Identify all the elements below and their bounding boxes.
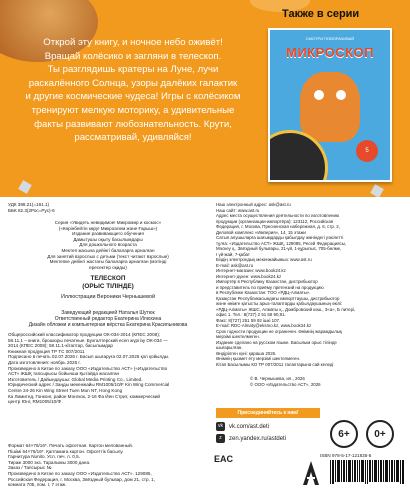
contact-line: Интернет-дүкен: www.book24.kz: [216, 273, 282, 279]
print-line: Тираж 3000 экз. Таралымы 3000 дана.: [8, 459, 91, 465]
contact-line: және өнімге қатысты арыз-талаптарды қабылдаушының өкілі:: [216, 301, 343, 306]
contact-line: Біздің электрондық мекенжайымыз: www.ast.ru: [216, 257, 312, 262]
legal-line: Изготовитель / Дайындаушы: Global Media Printing Co., Limited.: [8, 376, 143, 382]
series-info-line: Мектепке дейінгі жастағы балаларға арналған (мәтінді: [49, 259, 167, 265]
classification-block: [8, 202, 208, 213]
contact-line: E-mail: RDC-Almaty@eksmo.kz, www.book24.kz: [216, 323, 312, 328]
copyright-line: © ООО «Издательство АСТ», 2026: [250, 381, 321, 387]
contacts-block: [216, 202, 404, 367]
intro-line: рассматривай, удивляйся!: [74, 132, 192, 144]
contact-line: Наш сайт: www.ast.ru: [216, 207, 260, 213]
legal-line: Книжная продукция ТР ТС 007/2011: [8, 348, 85, 354]
series-info-block: [8, 220, 208, 270]
contact-line: E-mail: ask@ast.ru: [216, 262, 254, 268]
print-line: Пішімі 64×76/16*. Қаптамаға картон. Офсеттік басылу.: [8, 448, 124, 454]
copyright-block: [250, 376, 400, 387]
intro-line: раскалённого Солнца, узоры далёких галактик: [28, 77, 238, 89]
legal-line: Дата изготовления: ноябрь 2026 г.: [8, 359, 81, 365]
series-info-line: Мектеп жасына дейінгі балаларға арналған: [61, 247, 155, 253]
book-title: ТЕЛЕСКОП: [90, 275, 126, 282]
series-book-cover: [268, 28, 392, 182]
contact-line: шығарылған.: [216, 345, 243, 350]
eac-mark: EAC: [214, 454, 234, 464]
series-info-line: («Көрінбейтін көру! Микроәлем және Ғарыш»): [58, 225, 158, 231]
legal-block: [8, 332, 208, 405]
series-title: Также в серии: [282, 8, 360, 20]
legal-line: Произведено в Китае по заказу ООО «Издательство АСТ» («Издательство: [8, 365, 168, 371]
series-info-line: ересектер оқиды): [89, 264, 127, 270]
contact-line: Импортёр в Республику Казахстан, дистрибьютор: [216, 279, 318, 284]
legal-line: 58.11.1 – книги, брошюры печатные. Бухгалтерский есеп жүргізу ОК-034 —: [8, 337, 168, 343]
intro-line: Ты разглядишь кратеры на Луне, лучи: [47, 64, 219, 76]
staff-block: [8, 310, 208, 329]
contact-line: офис 1. Тел.: 8(727) 2 51 59 90,91.: [216, 312, 286, 317]
contact-line: I үй-жай, 7-қабат: [216, 251, 250, 257]
intro-text: [8, 36, 258, 186]
series-info-line: Для дошкольного возраста: [79, 242, 137, 248]
print-line: Заказ / Тапсырыс №: [8, 465, 52, 471]
contact-line: Кітап Басылымы КО ТР 007/2011 талаптарына сай келеді: [216, 361, 334, 367]
fox-illustration: [300, 72, 360, 142]
contact-line: в Республике Казахстан: ТОО «РДЦ-Алматы».: [216, 290, 311, 295]
contact-line: Қазақстан Республикасындағы импорттаушы, дистрибьютор: [216, 295, 340, 301]
copyright-line: © В. Чернышева, ил., 2026: [250, 376, 305, 381]
contact-line: и представитель по приёму претензий на продукцию: [216, 284, 324, 290]
contact-line: Наш электронный адрес: ask@ast.ru: [216, 202, 291, 207]
intro-line: факты развивают любознательность. Крути,: [34, 118, 232, 130]
contact-line: «РДЦ-Алматы» ЖШС, Алматы қ., Домбровский көш., 3«а», Б литері,: [216, 306, 356, 312]
print-line: Российская Федерация, г. Москва, Звёздный бульвар, дом 21, стр. 1,: [8, 476, 155, 482]
contact-line: Факс: 8(727) 251 59 92 ішкі 107.: [216, 317, 281, 323]
legal-line: Подписано в печать 02.07.2026 г. Басып шығаруға 02.07.2026 қол қойылды.: [8, 354, 170, 360]
legal-line: Юридический адрес / Заңды мекенжайы RM1005/10/F Kin Wing Commercial: [8, 382, 170, 388]
series-info-line: Серия «Увидеть невидимое! Микромир и космос»: [54, 220, 162, 225]
contact-line: мерзімі шектелмеген.: [216, 334, 260, 339]
vk-icon: vk: [218, 423, 223, 429]
contact-line: тұлға: «Издательство АСТ» ЖШҚ, 129085, Ресей Федерациясы,: [216, 240, 347, 246]
series-info-line: Издание развивающего обучения: [72, 231, 144, 237]
print-line: Произведено в Китае по заказу ООО «Издательство АСТ». 129085,: [8, 470, 152, 476]
illustrator-credit: Иллюстрации Вероники Чернышевой: [61, 294, 155, 300]
udk: УДК 398.21(=161.1): [8, 202, 50, 207]
print-line: Гарнитура Nunito. Усл. печ. л. 0,5.: [8, 454, 80, 460]
contact-line: Өндірілген күні: қараша 2026.: [216, 350, 277, 356]
intro-line: тренируют мелкую моторику, а удивительные: [31, 104, 235, 116]
intro-line: и другие космические чудеса! Игры с колёсиком: [25, 91, 241, 103]
barcode-icon: [328, 458, 408, 490]
bbk: ББК 82.3(2Рос=Рус)-6: [8, 207, 55, 213]
vk-link[interactable]: [216, 422, 269, 431]
contact-line: Издание сделано на русском языке. Басылым орыс тілінде: [216, 339, 337, 345]
intro-line: Открой эту книгу, и ночное небо оживёт!: [43, 37, 223, 48]
print-block: [8, 443, 208, 488]
staff-line: Заведующий редакцией Наталья Шутюк: [61, 310, 155, 316]
book-cover-title: МИКРОСКОП: [286, 45, 374, 60]
contact-line: Адрес места осуществления деятельности по изготовлению: [216, 213, 340, 218]
contact-line: Өнімнің қызмет ету мерзімі шектелмеген.: [216, 356, 301, 361]
zen-link-text: zen.yandex.ru/astdeti: [229, 435, 287, 442]
publisher-logo-icon: [302, 460, 320, 486]
isbn: ISBN 978-5-17-121835-5: [320, 453, 372, 458]
legal-line: Ка Лимитед, Гонконг, район Монгкок, 2-16 Фа Йен Стрит, коммерческий: [8, 393, 160, 399]
legal-line: АСТ» ЖШҚ тапсырысы бойынша Қытайда жасалған: [8, 371, 120, 377]
legal-line: Общероссийский классификатор продукции ОК-034-2014 (КПЕС 2008);: [8, 332, 161, 337]
book-cover-tagline: СМОТРИ ПОВОРАЧИВАЙ: [305, 36, 355, 41]
contact-line: Деловой комплекс «Империя», 14, 15 этажи: [216, 229, 306, 235]
print-line: Формат 64×76/16*. Печать офсетная. Картон мелованный.: [8, 443, 133, 448]
vk-link-text: vk.com/ast.deti: [229, 423, 270, 430]
book-title-block: [8, 275, 208, 301]
series-info-line: Дамытушы оқыту басылымдары: [73, 236, 143, 242]
staff-line: Ответственный редактор Екатерина Илюхина: [54, 316, 162, 323]
age-rating-badge: 0+: [366, 420, 394, 448]
contact-line: Сатып алушыларға шағымдарды қабылдау жөніндегі уәкілетті: [216, 235, 344, 240]
contact-line: Интернет-магазин: www.book24.kz: [216, 268, 286, 273]
contact-line: Мәскеу қ., Звёздный бульвары, 21-үй, 1-құрылыс, 705-бөлме,: [216, 246, 342, 251]
series-info-line: Для занятий взрослых с детьми (текст читают взрослые): [47, 253, 169, 259]
contact-line: Срок годности продукции не ограничен. Өнімнің жарамдылық: [216, 328, 342, 334]
age-rating-badge: 6+: [330, 420, 358, 448]
book-title-kz: (ОРЫС ТІЛІНДЕ): [82, 283, 134, 290]
contact-line: продукции (организации-импортёра): 123112, Российская: [216, 218, 334, 224]
legal-line: центр Юнг, RM1005/10/Ф: [8, 399, 61, 405]
legal-line: Centre 24-26 Kin Wing Street Tuen Mun NT, Hong Kong: [8, 387, 123, 393]
intro-line: Вращай колёсико и загляни в телескоп.: [44, 50, 222, 62]
satellite-icon: [370, 184, 384, 198]
zen-icon: z: [216, 434, 225, 443]
zen-link[interactable]: [216, 434, 286, 443]
print-line: комната 705, пом. I, 7 этаж.: [8, 482, 67, 488]
legal-line: 2014 (КПЕС 2008); 58.11.1-кітаптар, басылымдар: [8, 343, 113, 349]
book-badge: 5: [356, 140, 378, 162]
join-us-banner: Присоединяйтесь к нам!: [216, 408, 320, 418]
contact-line: Федерация, г. Москва, Пресненская набережная, д. 6, стр. 2,: [216, 224, 340, 229]
staff-line: Дизайн обложки и компьютерная вёрстка Екатерина Красильникова: [28, 322, 188, 329]
